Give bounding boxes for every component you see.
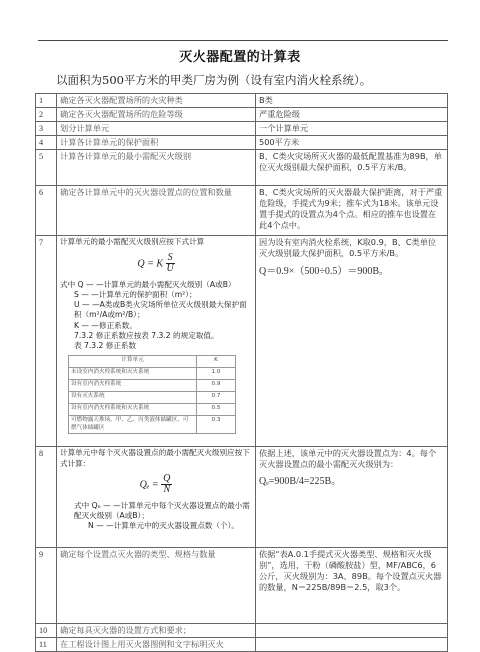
inner-cell: 设有室内消火栓系统 — [69, 380, 197, 392]
row-item: 计算各计算单元的最小需配灭火级别 — [57, 150, 256, 186]
inner-table-row — [69, 368, 236, 380]
row-number: 7 — [36, 236, 57, 447]
row-item: 确定各灭火器配置场所的危险等级 — [57, 108, 256, 122]
row-item: 确定每具灭火器的设置方式和要求； — [57, 624, 256, 638]
formula-fraction — [161, 474, 172, 496]
formula-lhs: Qₑ = — [139, 479, 159, 491]
table-row — [36, 624, 448, 638]
definition: K — —修正系数。 — [74, 320, 137, 330]
table-row — [36, 638, 448, 652]
table-row — [36, 94, 448, 108]
row-result — [256, 624, 448, 638]
row-result: B、C类火灾场所的灭火器最大保护距离，对于严重危险级，手提式为9米；推车式为18米。该单元设置手提式的设置点为4个点。相应的推车也设置在此4个点中。 — [256, 186, 448, 236]
row-result: B、C类火灾场所灭火器的最低配置基准为89B，单位灭火级别最大保护面积，0.5平方米/B。 — [256, 150, 448, 186]
row-result — [256, 236, 448, 447]
row-item: 在工程设计图上用灭火器图例和文字标明灭火 — [57, 638, 256, 652]
result-equation: Qₑ=900B/4=225B。 — [259, 476, 342, 488]
row-number: 5 — [36, 150, 57, 186]
row-number: 9 — [36, 548, 57, 624]
formula-intro: 计算单元中每个灭火器设置点的最小需配灭火级别应按下式计算： — [60, 448, 250, 468]
table-row — [36, 236, 448, 447]
row-number: 6 — [36, 186, 57, 236]
result-text: 因为设有室内消火栓系统，K取0.9，B、C类单位灭火级别最大保护面积，0.5平方米/B。 — [259, 237, 437, 259]
row-item: 计算各计算单元的保护面积 — [57, 136, 256, 150]
inner-cell: 0.7 — [197, 392, 236, 404]
row-item: 确定各计算单元中的灭火器设置点的位置和数量 — [57, 186, 256, 236]
row-number: 1 — [36, 94, 57, 108]
table-row — [36, 548, 448, 624]
row-item: 确定各灭火器配置场所的火灾种类 — [57, 94, 256, 108]
row-number: 8 — [36, 447, 57, 548]
inner-table-row — [69, 380, 236, 392]
calculation-table — [35, 93, 448, 652]
definition: U — —A类或B类火灾场所单位灭火级别最大保护面积（m²/A或m²/B）； — [74, 300, 247, 320]
row-item: 确定每个设置点灭火器的类型、规格与数量 — [57, 548, 256, 624]
row-result — [256, 638, 448, 652]
row-result: B类 — [256, 94, 448, 108]
table-row — [36, 186, 448, 236]
inner-table-row — [69, 392, 236, 404]
formula-intro: 计算单元的最小需配灭火级别应按下式计算 — [60, 237, 205, 247]
inner-cell: 0.5 — [197, 404, 236, 416]
inner-cell: 未设室内消火栓系统和灭火系统 — [69, 368, 197, 380]
row-result: 500平方米 — [256, 136, 448, 150]
table-row — [36, 136, 448, 150]
row-number: 11 — [36, 638, 57, 652]
table-row — [36, 108, 448, 122]
result-text: 依据上述，该单元中的灭火器设置点为：4。每个灭火器设置点的最小需配灭火级别为： — [259, 448, 437, 470]
formula-lhs: Q = K — [137, 257, 164, 269]
table-row — [36, 150, 448, 186]
inner-cell: 设有室内消火栓系统和灭火系统 — [69, 404, 197, 416]
fraction-denominator: U — [166, 263, 174, 274]
row-result: 依据“表A.0.1手提式灭火器类型、规格和灭火级别”，选用，干粉（磷酸胺盐）型，MF/ABC6，6公斤，灭火级别为：3A、89B。每个设置点灭火器的数量，N＝225B/89B＝2.5，取3个。 — [256, 548, 448, 624]
document-title: 灭火器配置的计算表 — [179, 50, 301, 65]
inner-header-cell: K — [197, 356, 236, 368]
inner-cell: 0.3 — [197, 416, 236, 434]
formula-q — [60, 253, 252, 275]
row-item: 划分计算单元 — [57, 122, 256, 136]
note: 7.3.2 修正系数应按表 7.3.2 的规定取值。 — [74, 330, 219, 340]
fraction-denominator: N — [163, 484, 171, 496]
table-caption: 表 7.3.2 修正系数 — [74, 341, 137, 350]
row-number: 10 — [36, 624, 57, 638]
definition: 式中 Q — —计算单元的最小需配灭火级别（A或B） — [60, 279, 236, 289]
row-result: 一个计算单元 — [256, 122, 448, 136]
row-item-formula — [57, 447, 256, 548]
inner-table-row — [69, 416, 236, 434]
definition: S — —计算单元的保护面积（m²）； — [74, 289, 197, 299]
inner-cell: 设有灭火系统 — [69, 392, 197, 404]
row-item-formula — [57, 236, 256, 447]
row-result — [256, 447, 448, 548]
intro-text: 以面积为500平方米的甲类厂房为例（设有室内消火栓系统）。 — [56, 73, 372, 87]
row-number: 2 — [36, 108, 57, 122]
inner-cell: 0.9 — [197, 380, 236, 392]
inner-cell: 可燃物露天堆场、甲、乙、丙类液体储罐区、可燃气体储罐区 — [69, 416, 197, 434]
row-number: 4 — [36, 136, 57, 150]
fraction-numerator: Q — [163, 472, 171, 484]
inner-header-cell: 计算单元 — [69, 356, 197, 368]
result-equation: Q＝0.9×（500÷0.5）＝900B。 — [259, 266, 390, 278]
definition: 式中 Qₑ — —计算单元中每个灭火器设置点的最小需配灭火级别（A或B）； — [74, 500, 250, 520]
definition: N — —计算单元中的灭火器设置点数（个）。 — [88, 521, 239, 531]
table-row — [36, 122, 448, 136]
table-row — [36, 447, 448, 548]
header-rule — [38, 40, 448, 41]
inner-table-header — [69, 356, 236, 368]
correction-factor-table — [68, 355, 236, 434]
formula-qe — [60, 474, 252, 496]
row-number: 3 — [36, 122, 57, 136]
fraction-numerator: S — [167, 251, 173, 263]
inner-cell: 1.0 — [197, 368, 236, 380]
inner-table-row — [69, 404, 236, 416]
row-result: 严重危险级 — [256, 108, 448, 122]
formula-fraction — [166, 253, 175, 275]
